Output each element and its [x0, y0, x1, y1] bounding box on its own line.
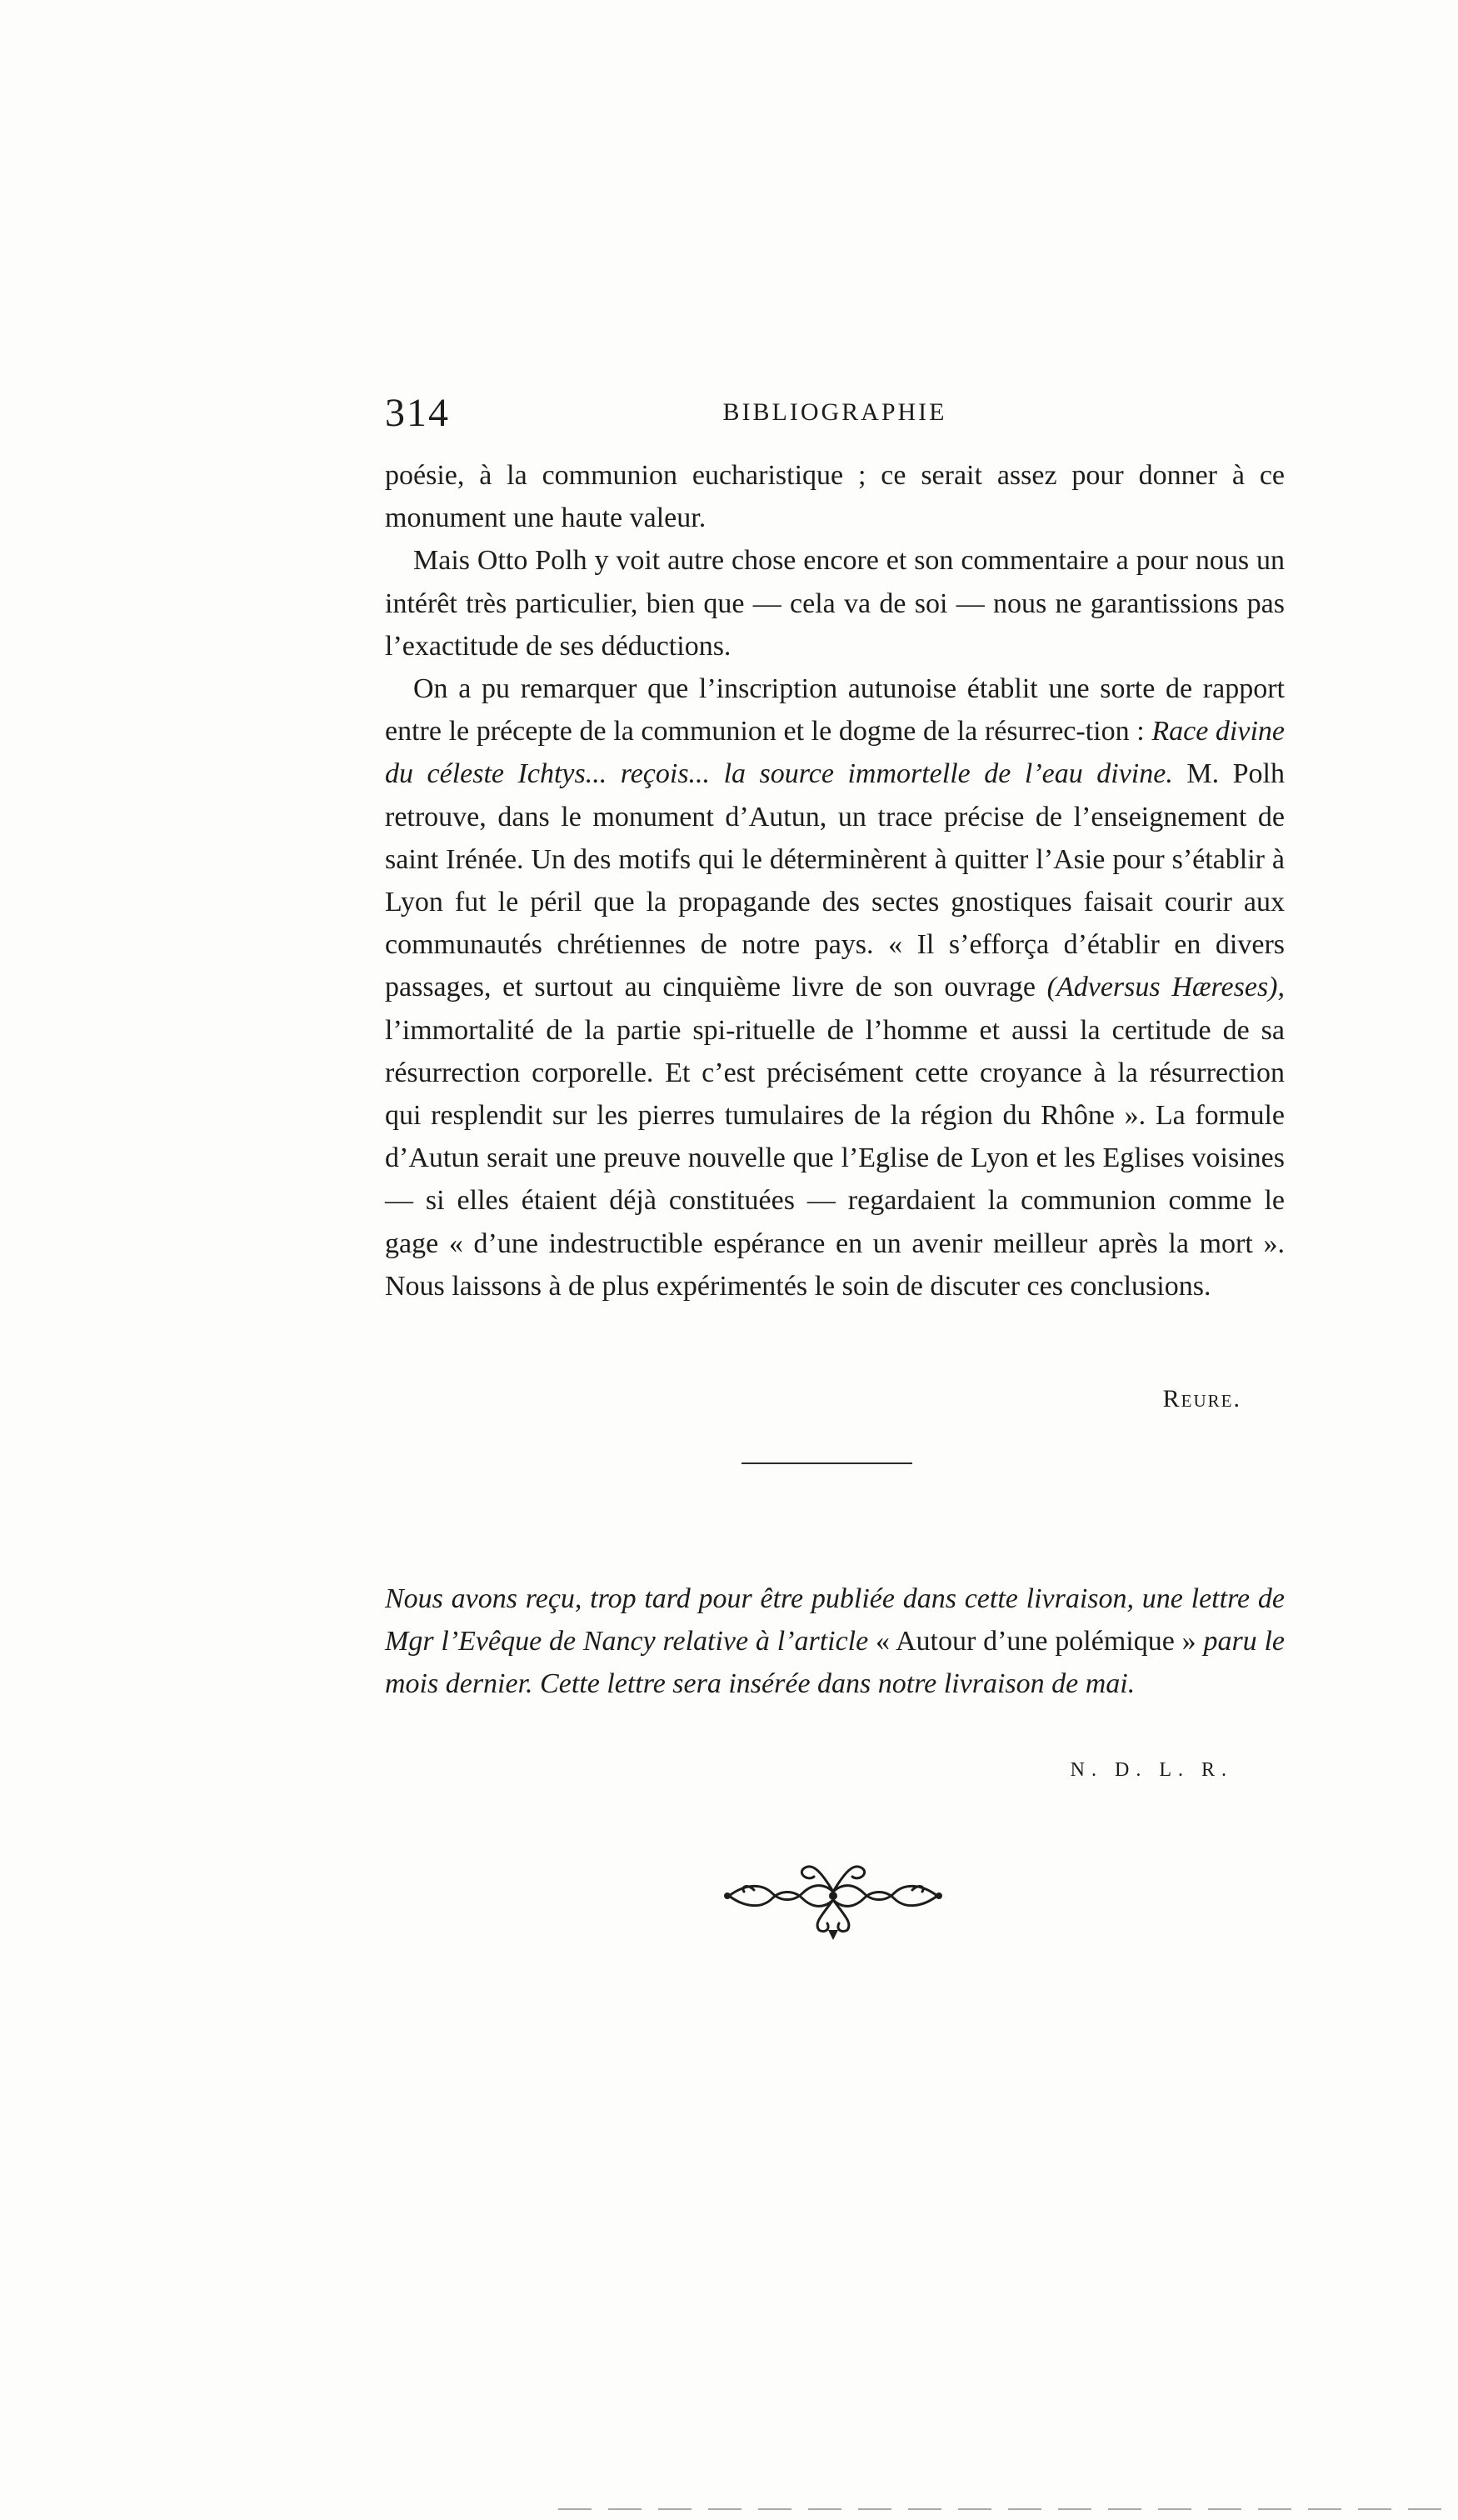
note-italic-1: Nous avons reçu, trop tard pour être publiée dans cette livraison, une lettre de Mgr l’Evêque de Nancy relative à l’article [385, 1583, 1285, 1658]
editorial-signature: N. D. L. R. [1070, 1759, 1233, 1781]
page-header [385, 390, 1285, 440]
paragraph-3 [385, 668, 1285, 1308]
section-divider [741, 1462, 912, 1464]
editorial-note [385, 1578, 1285, 1706]
fleuron-ornament-icon [721, 1850, 946, 1942]
paragraph-1: poésie, à la communion eucharistique ; ce serait assez pour donner à ce monument une haute valeur. [385, 460, 1285, 534]
paragraph-2: Mais Otto Polh y voit autre chose encore et son commentaire a pour nous un intérêt très particulier, bien que — cela va de soi — nous ne garantissions pas l’exactitude de ses déductions. [385, 545, 1285, 662]
inscription-quote: Race divine du céleste Ichtys... reçois... la source immortelle de l’eau divine. [385, 716, 1285, 790]
note-italic-2: paru le mois dernier. Cette lettre sera insérée dans notre livraison de mai. [385, 1626, 1286, 1700]
paragraph-3-middle: M. Polh retrouve, dans le monument d’Autun, un trace précise de l’enseignement de saint Irénée. Un des motifs qui le déterminèrent à quitter l’Asie pour s’établir à Lyon fut le péril que la propagande des sectes gnostiques faisait courir aux communautés chrétiennes de notre pays. « Il s’efforça d’établir en divers passages, et surtout au cinquième livre de son ouvrage [385, 758, 1285, 1003]
note-article-title: « Autour d’une polémique » [876, 1626, 1196, 1658]
article-body [385, 454, 1285, 1308]
paragraph-3-end: l’immortalité de la partie spi-rituelle de l’homme et aussi la certitude de sa résurrection corporelle. Et c’est précisément cette croyance à la résurrection qui resplendit sur les pierres tumulaires de la région du Rhône ». La formule d’Autun serait une preuve nouvelle que l’Eglise de Lyon et les Eglises voisines — si elles étaient déjà constituées — regardaient la communion comme le gage « d’une indestructible espérance en un avenir meilleur après la mort ». Nous laissons à de plus expérimentés le soin de discuter ces conclusions. [385, 1014, 1285, 1302]
scan-edge-dashes [558, 2508, 1458, 2510]
work-title: (Adversus Hæreses), [1046, 972, 1285, 1003]
author-signature: Reure. [1162, 1385, 1241, 1412]
page-number: 314 [385, 391, 450, 435]
paragraph-3-intro: On a pu remarquer que l’inscription autunoise établit une sorte de rapport entre le précepte de la communion et le dogme de la résurrec-tion : [385, 673, 1285, 748]
running-head: BIBLIOGRAPHIE [722, 398, 947, 426]
